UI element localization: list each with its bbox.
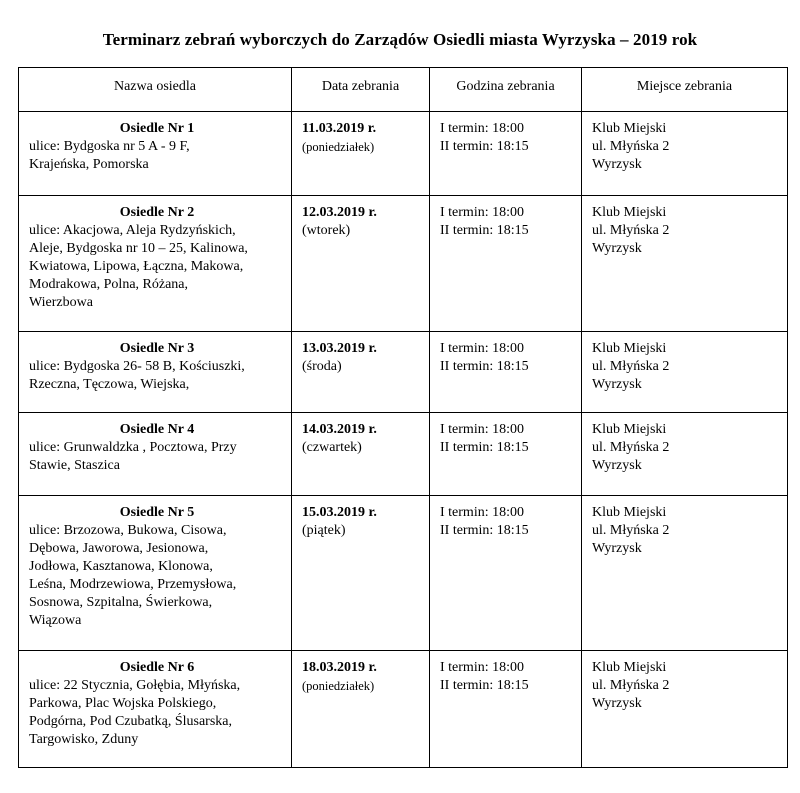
estate-cell bbox=[19, 112, 292, 196]
header-meeting-place: Miejsce zebrania bbox=[582, 68, 788, 112]
second-term-time: II termin: 18:15 bbox=[440, 139, 529, 154]
estate-streets-line: Dębowa, Jaworowa, Jesionowa, bbox=[29, 541, 209, 556]
date-cell bbox=[292, 496, 430, 651]
header-meeting-date: Data zebrania bbox=[292, 68, 430, 112]
date-cell bbox=[292, 196, 430, 332]
second-term-time: II termin: 18:15 bbox=[440, 678, 529, 693]
time-cell bbox=[430, 332, 582, 413]
estate-streets-line: Podgórna, Pod Czubatką, Ślusarska, bbox=[29, 714, 232, 729]
first-term-time: I termin: 18:00 bbox=[440, 505, 524, 520]
schedule-table bbox=[18, 67, 788, 768]
table-row bbox=[19, 112, 788, 196]
table-header-row bbox=[19, 68, 788, 112]
estate-name: Osiedle Nr 1 bbox=[119, 121, 195, 136]
time-cell bbox=[430, 651, 582, 768]
place-cell bbox=[582, 332, 788, 413]
place-street: ul. Młyńska 2 bbox=[592, 223, 670, 238]
estate-name: Osiedle Nr 5 bbox=[119, 505, 195, 520]
estate-name: Osiedle Nr 6 bbox=[119, 660, 195, 675]
date-cell bbox=[292, 651, 430, 768]
estate-streets-line: Krajeńska, Pomorska bbox=[29, 157, 149, 172]
estate-streets-line: ulice: Bydgoska 26- 58 B, Kościuszki, bbox=[29, 359, 245, 374]
estate-name: Osiedle Nr 4 bbox=[119, 422, 195, 437]
table-row bbox=[19, 496, 788, 651]
first-term-time: I termin: 18:00 bbox=[440, 660, 524, 675]
place-name: Klub Miejski bbox=[592, 505, 667, 520]
place-street: ul. Młyńska 2 bbox=[592, 440, 670, 455]
place-town: Wyrzysk bbox=[592, 377, 642, 392]
place-name: Klub Miejski bbox=[592, 422, 667, 437]
table-row bbox=[19, 196, 788, 332]
first-term-time: I termin: 18:00 bbox=[440, 121, 524, 136]
estate-streets-line: Rzeczna, Tęczowa, Wiejska, bbox=[29, 377, 190, 392]
meeting-date: 12.03.2019 r. bbox=[302, 205, 377, 220]
time-cell bbox=[430, 496, 582, 651]
meeting-weekday: (środa) bbox=[302, 359, 342, 374]
header-estate-name: Nazwa osiedla bbox=[19, 68, 292, 112]
date-cell bbox=[292, 112, 430, 196]
estate-streets-line: Kwiatowa, Lipowa, Łączna, Makowa, bbox=[29, 259, 244, 274]
estate-name: Osiedle Nr 3 bbox=[119, 341, 195, 356]
place-name: Klub Miejski bbox=[592, 660, 667, 675]
place-street: ul. Młyńska 2 bbox=[592, 678, 670, 693]
place-cell bbox=[582, 112, 788, 196]
time-cell bbox=[430, 112, 582, 196]
second-term-time: II termin: 18:15 bbox=[440, 440, 529, 455]
meeting-weekday: (wtorek) bbox=[302, 223, 351, 238]
estate-cell bbox=[19, 332, 292, 413]
place-town: Wyrzysk bbox=[592, 541, 642, 556]
date-cell bbox=[292, 413, 430, 496]
estate-streets-line: Wiązowa bbox=[29, 613, 82, 628]
table-row bbox=[19, 651, 788, 768]
place-cell bbox=[582, 413, 788, 496]
estate-cell bbox=[19, 496, 292, 651]
estate-name: Osiedle Nr 2 bbox=[119, 205, 195, 220]
place-street: ul. Młyńska 2 bbox=[592, 523, 670, 538]
estate-streets-line: Sosnowa, Szpitalna, Świerkowa, bbox=[29, 595, 213, 610]
estate-streets-line: Targowisko, Zduny bbox=[29, 732, 139, 747]
meeting-weekday: (czwartek) bbox=[302, 440, 362, 455]
date-cell bbox=[292, 332, 430, 413]
document-title: Terminarz zebrań wyborczych do Zarządów Osiedli miasta Wyrzyska – 2019 rok bbox=[102, 30, 698, 49]
time-cell bbox=[430, 196, 582, 332]
estate-cell bbox=[19, 413, 292, 496]
estate-streets-line: Aleje, Bydgoska nr 10 – 25, Kalinowa, bbox=[29, 241, 248, 256]
meeting-date: 18.03.2019 r. bbox=[302, 660, 377, 675]
place-cell bbox=[582, 651, 788, 768]
estate-streets-line: Stawie, Staszica bbox=[29, 458, 120, 473]
estate-streets-line: ulice: Akacjowa, Aleja Rydzyńskich, bbox=[29, 223, 236, 238]
estate-cell bbox=[19, 196, 292, 332]
place-name: Klub Miejski bbox=[592, 205, 667, 220]
place-town: Wyrzysk bbox=[592, 241, 642, 256]
estate-streets-line: Modrakowa, Polna, Różana, bbox=[29, 277, 189, 292]
place-cell bbox=[582, 196, 788, 332]
header-meeting-time: Godzina zebrania bbox=[430, 68, 582, 112]
meeting-date: 14.03.2019 r. bbox=[302, 422, 377, 437]
meeting-weekday: (poniedziałek) bbox=[302, 679, 375, 693]
meeting-weekday: (piątek) bbox=[302, 523, 346, 538]
place-name: Klub Miejski bbox=[592, 341, 667, 356]
estate-streets-line: Parkowa, Plac Wojska Polskiego, bbox=[29, 696, 217, 711]
first-term-time: I termin: 18:00 bbox=[440, 205, 524, 220]
estate-streets-line: ulice: Bydgoska nr 5 A - 9 F, bbox=[29, 139, 190, 154]
second-term-time: II termin: 18:15 bbox=[440, 523, 529, 538]
estate-cell bbox=[19, 651, 292, 768]
table-row bbox=[19, 332, 788, 413]
estate-streets-line: ulice: Grunwaldzka , Pocztowa, Przy bbox=[29, 440, 237, 455]
meeting-date: 11.03.2019 r. bbox=[302, 121, 377, 136]
first-term-time: I termin: 18:00 bbox=[440, 422, 524, 437]
place-town: Wyrzysk bbox=[592, 458, 642, 473]
estate-streets-line: Leśna, Modrzewiowa, Przemysłowa, bbox=[29, 577, 237, 592]
place-street: ul. Młyńska 2 bbox=[592, 139, 670, 154]
place-town: Wyrzysk bbox=[592, 157, 642, 172]
estate-streets-line: Jodłowa, Kasztanowa, Klonowa, bbox=[29, 559, 213, 574]
place-street: ul. Młyńska 2 bbox=[592, 359, 670, 374]
place-town: Wyrzysk bbox=[592, 696, 642, 711]
meeting-date: 13.03.2019 r. bbox=[302, 341, 377, 356]
estate-streets-line: ulice: 22 Stycznia, Gołębia, Młyńska, bbox=[29, 678, 241, 693]
first-term-time: I termin: 18:00 bbox=[440, 341, 524, 356]
meeting-date: 15.03.2019 r. bbox=[302, 505, 377, 520]
meeting-weekday: (poniedziałek) bbox=[302, 140, 375, 154]
second-term-time: II termin: 18:15 bbox=[440, 359, 529, 374]
estate-streets-line: ulice: Brzozowa, Bukowa, Cisowa, bbox=[29, 523, 227, 538]
place-name: Klub Miejski bbox=[592, 121, 667, 136]
place-cell bbox=[582, 496, 788, 651]
estate-streets-line: Wierzbowa bbox=[29, 295, 93, 310]
second-term-time: II termin: 18:15 bbox=[440, 223, 529, 238]
time-cell bbox=[430, 413, 582, 496]
table-row bbox=[19, 413, 788, 496]
